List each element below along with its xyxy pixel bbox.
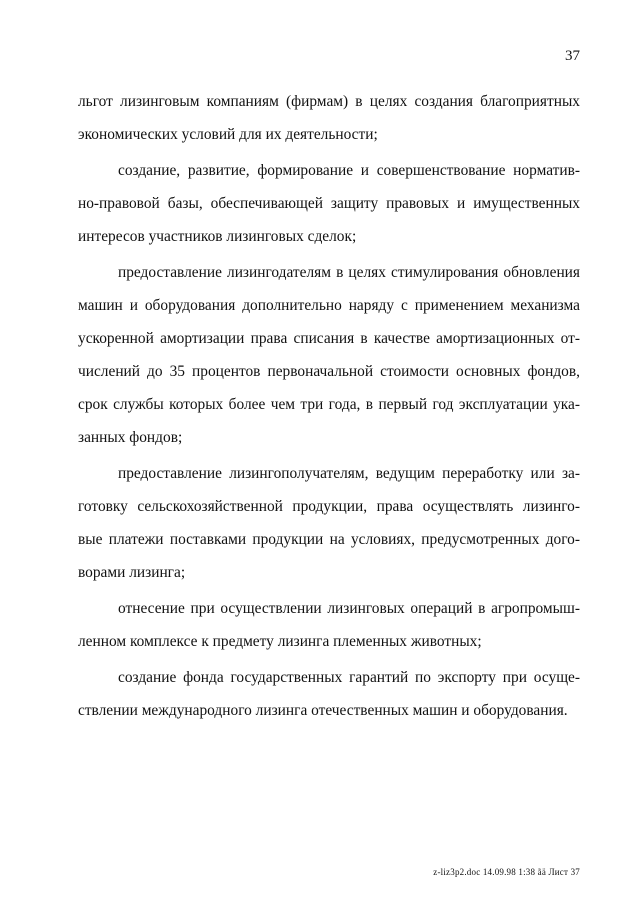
text-line: ускоренной амортизации права списания в качестве амортизационных от- xyxy=(78,330,580,347)
text-line: ленном комплексе к предмету лизинга племенных животных; xyxy=(78,633,482,650)
text-line: интересов участников лизинговых сделок; xyxy=(78,228,357,245)
document-footer: z-liz3p2.doc 14.09.98 1:38 ãä Лист 37 xyxy=(433,867,580,877)
text-line: вые платежи поставками продукции на условиях, предусмотренных дого- xyxy=(78,531,580,548)
text-line: ствлении международного лизинга отечественных машин и оборудования. xyxy=(78,702,568,719)
text-line: срок службы которых более чем три года, в первый год эксплуатации ука- xyxy=(78,396,580,413)
page-number: 37 xyxy=(565,48,580,64)
text-line: машин и оборудования дополнительно наряду с применением механизма xyxy=(78,297,580,314)
text-line: готовку сельскохозяйственной продукции, права осуществлять лизинго- xyxy=(78,498,580,515)
text-line: но-правовой базы, обеспечивающей защиту правовых и имущественных xyxy=(78,195,580,212)
text-line: отнесение при осуществлении лизинговых операций в агропромыш- xyxy=(118,600,580,617)
text-line: экономических условий для их деятельности; xyxy=(78,126,378,143)
text-line: создание фонда государственных гарантий по экспорту при осуще- xyxy=(118,669,580,686)
text-line: создание, развитие, формирование и совершенствование норматив- xyxy=(118,162,580,179)
document-body xyxy=(78,85,580,727)
text-line: предоставление лизингополучателям, ведущим переработку или за- xyxy=(118,465,580,482)
text-line: предоставление лизингодателям в целях стимулирования обновления xyxy=(118,264,580,281)
text-line: занных фондов; xyxy=(78,429,183,446)
text-line: льгот лизинговым компаниям (фирмам) в целях создания благоприятных xyxy=(78,93,580,110)
text-line: числений до 35 процентов первоначальной стоимости основных фондов, xyxy=(78,363,580,380)
text-line: ворами лизинга; xyxy=(78,564,186,581)
